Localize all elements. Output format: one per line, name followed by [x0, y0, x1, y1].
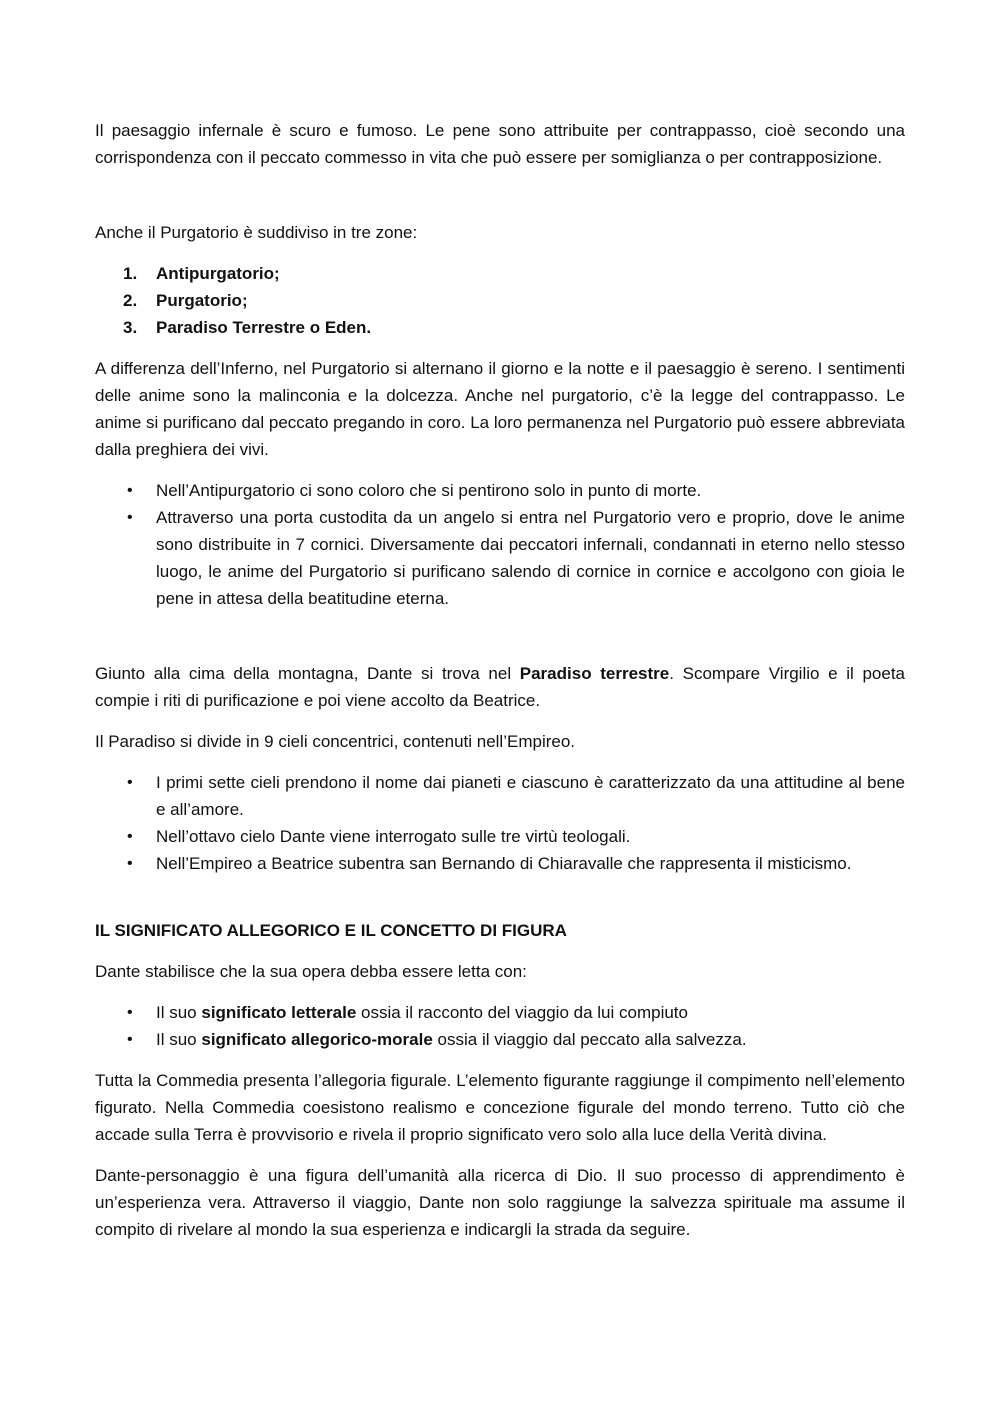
- significato-bullet-list: [95, 999, 905, 1053]
- paradiso-bullet-list: [95, 769, 905, 877]
- spacer: [95, 944, 905, 958]
- list-item: [95, 999, 905, 1026]
- spacer: [95, 171, 905, 219]
- list-item-text: Nell’Antipurgatorio ci sono coloro che si pentirono solo in punto di morte.: [156, 481, 702, 500]
- list-item-text: Nell’Empireo a Beatrice subentra san Bernando di Chiaravalle che rappresenta il misticismo.: [156, 854, 852, 873]
- spacer: [95, 463, 905, 477]
- spacer: [95, 755, 905, 769]
- bullet-icon: •: [127, 1004, 133, 1021]
- list-item: [95, 1026, 905, 1053]
- document-page: [95, 117, 905, 1243]
- list-item-text: I primi sette cieli prendono il nome dai pianeti e ciascuno è caratterizzato da una attitudine al bene e all’amore.: [156, 773, 905, 819]
- spacer: [95, 714, 905, 728]
- list-number: 1.: [123, 264, 138, 283]
- zones-list: [95, 260, 905, 341]
- bullet-icon: •: [127, 774, 133, 791]
- text-run: ossia il viaggio dal peccato alla salvezza.: [432, 1030, 747, 1049]
- list-item: [95, 850, 905, 877]
- bold-text: significato allegorico-morale: [201, 1030, 433, 1049]
- text-run: Il suo: [156, 1003, 202, 1022]
- list-number: 3.: [123, 318, 138, 337]
- paragraph-inferno-landscape: Il paesaggio infernale è scuro e fumoso. Le pene sono attribuite per contrappasso, cioè secondo una corrispondenza con il peccato commesso in vita che può essere per somiglianza o per contrapposizione.: [95, 121, 905, 167]
- spacer: [95, 1053, 905, 1067]
- list-item-text: Attraverso una porta custodita da un angelo si entra nel Purgatorio vero e proprio, dove le anime sono distribuite in 7 cornici. Diversamente dai peccatori infernali, condannati in eterno nello stesso luogo, le anime del Purgatorio si purificano salendo di cornice in cornice e accolgono con gioia le pene in attesa della beatitudine eterna.: [156, 508, 905, 608]
- text-run: . Scompare Virgilio e il poeta compie i riti di purificazione e poi viene accolto da Beatrice.: [95, 664, 905, 710]
- list-item-label: Paradiso Terrestre o Eden.: [156, 318, 372, 337]
- bullet-icon: •: [127, 855, 133, 872]
- list-item: [95, 504, 905, 612]
- list-item: [95, 477, 905, 504]
- paragraph-purgatorio-description: A differenza dell’Inferno, nel Purgatorio si alternano il giorno e la notte e il paesaggio è sereno. I sentimenti delle anime sono la malinconia e la dolcezza. Anche nel purgatorio, c’è la legge del contrappasso. Le anime si purificano dal peccato pregando in coro. La loro permanenza nel Purgatorio può essere abbreviata dalla preghiera dei vivi.: [95, 359, 905, 459]
- paragraph-reading-intro: Dante stabilisce che la sua opera debba essere letta con:: [95, 962, 527, 981]
- spacer: [95, 985, 905, 999]
- text-run: ossia il racconto del viaggio da lui compiuto: [356, 1003, 688, 1022]
- list-item: [95, 260, 905, 287]
- spacer: [95, 246, 905, 260]
- purgatorio-bullet-list: [95, 477, 905, 612]
- bold-text: Paradiso terrestre: [519, 664, 670, 683]
- bullet-icon: •: [127, 1031, 133, 1048]
- text-run: Giunto alla cima della montagna, Dante si trova nel: [95, 664, 520, 683]
- paragraph-purgatorio-intro: Anche il Purgatorio è suddiviso in tre zone:: [95, 223, 418, 242]
- list-item-label: Purgatorio;: [156, 291, 248, 310]
- list-item: [95, 314, 905, 341]
- bullet-icon: •: [127, 828, 133, 845]
- paragraph-allegoria-figurale: Tutta la Commedia presenta l’allegoria figurale. L’elemento figurante raggiunge il compimento nell’elemento figurato. Nella Commedia coesistono realismo e concezione figurale del mondo terreno. Tutto ciò che accade sulla Terra è provvisorio e rivela il proprio significato vero solo alla luce della Verità divina.: [95, 1071, 905, 1144]
- bullet-icon: •: [127, 482, 133, 499]
- bold-text: significato letterale: [201, 1003, 357, 1022]
- list-item-text: Nell’ottavo cielo Dante viene interrogato sulle tre virtù teologali.: [156, 827, 631, 846]
- paragraph-paradiso-intro: Il Paradiso si divide in 9 cieli concentrici, contenuti nell’Empireo.: [95, 732, 576, 751]
- text-run: Il suo: [156, 1030, 202, 1049]
- spacer: [95, 1148, 905, 1162]
- list-item: [95, 287, 905, 314]
- paragraph-dante-personaggio: Dante-personaggio è una figura dell’umanità alla ricerca di Dio. Il suo processo di apprendimento è un’esperienza vera. Attraverso il viaggio, Dante non solo raggiunge la salvezza spirituale ma assume il compito di rivelare al mondo la sua esperienza e indicargli la strada da seguire.: [95, 1166, 905, 1239]
- spacer: [95, 612, 905, 660]
- spacer: [95, 877, 905, 917]
- section-heading: IL SIGNIFICATO ALLEGORICO E IL CONCETTO DI FIGURA: [95, 921, 567, 940]
- spacer: [95, 341, 905, 355]
- list-item-label: Antipurgatorio;: [156, 264, 280, 283]
- list-item: [95, 769, 905, 823]
- list-item: [95, 823, 905, 850]
- paragraph-paradiso-terrestre: [95, 660, 905, 714]
- list-number: 2.: [123, 291, 138, 310]
- bullet-icon: •: [127, 509, 133, 526]
